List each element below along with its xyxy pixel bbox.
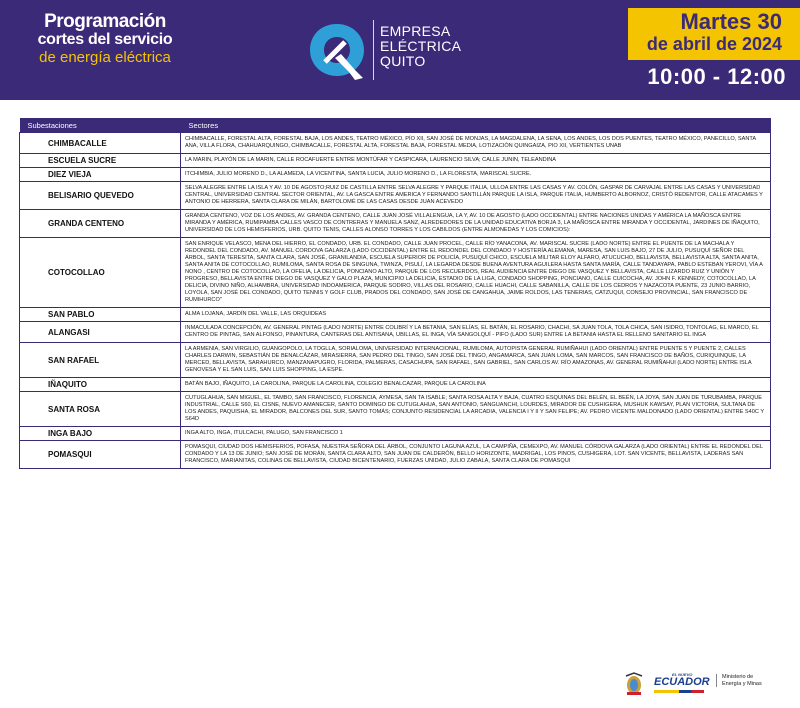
table-row: [20, 154, 771, 168]
table-row: [20, 133, 771, 154]
table-row: [20, 322, 771, 343]
substation-name: CHIMBACALLE: [20, 133, 181, 154]
date-box: [628, 8, 800, 60]
title-line2: cortes del servicio: [37, 31, 173, 48]
col-substation: Subestaciones: [20, 118, 181, 133]
title-line3: de energía eléctrica: [39, 49, 171, 66]
sectors-list: LA ARMENIA, SAN VIRGILIO, GUANGOPOLO, LA TOGLLA, SORIALOMA, UNIVERSIDAD INTERNACIONAL, RUMILOMA, AUTOPISTA GENERAL RUMIÑAHUI (LADO ORIENTAL) ENTRE PUENTE 5 Y PUENTE 2, CALLES CHARLES DARWIN, SEBASTIÁN DE BENALCÁZAR, MIRASIERRA, SAN PEDRO DEL TINGO, SAN JOSÉ DEL TINGO, ANGAMARCA, SAN JUAN LOMA, SAN MARCOS, SAN FRANCISCO DE BAÑOS, CURIQUINQUE, LA MERCED, BELLAVISTA, SARAHURCO, MANZANAPUGRO, FLORIDA, PALMERAS, CASACHUPA, SAN RAFAEL, SAN GABRIEL, SAN CARLOS AV. RÍO AMAZONAS, AV. GENERAL RUMIÑAHUI (LADO NORTE) ENTRE ISLA GENOVESA Y EL SAN LUIS, SAN LUIS SHOPPING, LA ESPE.: [181, 343, 771, 378]
table-row: [20, 210, 771, 238]
sectors-list: BATÁN BAJO, IÑAQUITO, LA CAROLINA, PARQUE LA CAROLINA, COLEGIO BENALCAZAR, PARQUE LA CAROLINA: [181, 378, 771, 392]
sectors-list: INGA ALTO, INGA, ITULCACHI, PALUGO, SAN FRANCISCO 1: [181, 427, 771, 441]
date-weekday: Martes 30: [680, 9, 782, 34]
substation-name: SAN RAFAEL: [20, 343, 181, 378]
ecuador-logo-text: ECUADOR: [654, 676, 710, 688]
outage-table: [19, 118, 771, 469]
col-sectors: Sectores: [181, 118, 771, 133]
table-row: [20, 378, 771, 392]
coat-of-arms-icon: [624, 672, 644, 698]
sectors-list: CUTUGLAHUA, SAN MIGUEL, EL TAMBO, SAN FRANCISCO, FLORENCIA, AYMESA, SAN TA ISABLE; SANTA ROSA ALTA Y BAJA, CUATRO ESQUINAS DEL BELÉN, EL BEÉN, LA JOYA, SAN JUAN DE TURUBAMBA, PARQUE INDUSTRIAL, CALLE S60, EL CISNE, NUEVO AMANECER, SANTO DOMINGO DE CUTUGLAHUA, SAN ANTONIO, SANGUANCHI, LOURDES, MIRADOR DE CUSHIGERA, MUSHUK KAWSAY, PLAN VICTORIA, SULTANA DE LOS ANDES, PAQUISHA, EL MIRADOR, BALCONES DEL SUR, SANTO TOMÁS; CONJUNTO RESIDENCIAL LA ARCADIA, VALENCIA I Y II Y SAN FELIPE; AV. PEDRO VICENTE MALDONADO (LADO ORIENTAL) ENTRE S40C Y S64D: [181, 392, 771, 427]
substation-name: SAN PABLO: [20, 308, 181, 322]
table-row: [20, 238, 771, 308]
table-row: [20, 392, 771, 427]
table-row: [20, 441, 771, 469]
substation-name: IÑAQUITO: [20, 378, 181, 392]
table-row: [20, 427, 771, 441]
substation-name: ALANGASI: [20, 322, 181, 343]
table-body: [20, 133, 771, 469]
sectors-list: SAN ENRIQUE VELASCO, MENA DEL HIERRO, EL CONDADO, URB. EL CONDADO, CALLE JUAN PROCEL, CALLE RÍO YANACONA, AV. MARISCAL SUCRE (LADO NORTE) ENTRE EL PUENTE DE LA MACHALA Y REDONDEL DEL CONDADO, AV. MANUEL CORDOVA GALARZA (LADO OCCIDENTAL) ENTRE EL REDONDEL DEL CONDADO Y HOSTERÍA ALEMANA, MARESA, SAN LUIS BAJO, 27 DE JULIO, PUSUQUÍ SEÑOR DEL ÁRBOL, SANTA TERESITA, SANTA CLARA, SAN JOSÉ, GRANILANDIA, ESCUELA SUPERIOR DE POLICÍA, PUSUQUÍ CHICO, ESCUELA MILITAR ELOY ALFARO, ATUCUCHO, BELLAVISTA, BELLAVISTA ALTA, SANTA ANITA, SANTA ANITA DE COTOCOLLAO, RUMILOMA, SANTA ROSA DE SINGUNA, TWINZA, PISULÍ, LA LEGARDA DESDE BUENA AVENTURA AGUILERA HASTA SANTA MARÍA, CALLE TANDAYAPA, PABLO ESTEBAN YEROVI, VÍA A NONO , CENTRO DE COTOCOLLAO, LA OFELIA, LA DELICIA, PONCIANO ALTO, PARQUE DE LOS RECUERDOS, REAL AUDIENCIA ENTRE DIEGO DE VASQUEZ Y BELLAVISTA, CALLE LIZARDO RUIZ Y UNIÓN Y PROGRESO, BELLAVISTA ENTRE DIEGO DE VASQUEZ Y GALO PLAZA, MUNICIPIO LA DELICIA, ESTADIO DE LA LIGA, CONDADO SHOPPING, PONCIANO, CALLE CUICOCHA, AV. JOHN F. KENNEDY, COTOCOLLAO, LA DELICIA, DIVINO NIÑO, ALHAMBRA, UNIVERSIDAD INDOAMERICA, PARQUE SODIRO, VILLAS DEL ROSARIO, CALLE HUACHI, CALLE SABANILLA, CALLE DE LOS CEDROS Y NAZACOTA PUENTE, 23 JUNIO BARRIO, LOYOLA, SAN JOSÉ DEL CONDADO, QUITO TENNIS Y GOLF CLUB, PRADOS DEL CONDADO, SAN JOSÉ DE CANGAHUA, JAIME ROLDOS, LAS TENERIAS, CATZUQUI, CONSEJO PROVINCIAL, SAN FRANCISCO DE RUMIHURCO": [181, 238, 771, 308]
flag-bar: [654, 690, 704, 693]
substation-name: INGA BAJO: [20, 427, 181, 441]
substation-name: POMASQUI: [20, 441, 181, 469]
substation-name: ESCUELA SUCRE: [20, 154, 181, 168]
substation-name: GRANDA CENTENO: [20, 210, 181, 238]
sectors-list: ALMA LOJANA, JARDÍN DEL VALLE, LAS ORQUIDEAS: [181, 308, 771, 322]
table-row: [20, 343, 771, 378]
sectors-list: INMACULADA CONCEPCIÓN, AV. GENERAL PINTAG (LADO NORTE) ENTRE COLIBRÍ Y LA BETANIA, SAN ELÍAS, EL BATÁN, EL ROSARIO, CHACHI, SA JUAN TOLA, TOLA CHICA, SAN ISIDRO, TONTOLAG, EL MARCO, EL CENTRO DE PINTAG, SAN ALFONSO, PINANTURA, CANTERAS DEL ANTISANA, UBILLAS, EL INGA, VÍA SANGOLQUÍ - PIFO (LADO SUR) ENTRE LA BETANIA HASTA EL RELLENO SANITARIO EL INGA: [181, 322, 771, 343]
sectors-list: GRANDA CENTENO, VOZ DE LOS ANDES, AV. GRANDA CENTENO, CALLE JUAN JOSÉ VILLALENGUA, LA Y, AV. 10 DE AGOSTO (LADO OCCIDENTAL) ENTRE NACIONES UNIDAS Y AMÉRICA LA MAÑOSCA ENTRE MIRANDA Y AMÉRICA, RUMIPAMBA CALLES VASCO DE CONTRERAS Y MANUELA SANZ, ALREDEDORES DE LA UNIDAD EDUCATIVA BORJA 3, LA MAÑOSCA ENTRE MIRANDA Y OCCIDENTAL, JARDINES DE IÑAQUITO, UNIVERSIDAD DE LOS HEMISFERIOS, URB. QUITO TENIS, CALLES ALONSO TORRES Y LOS CABILDOS (ENTRE ALMONEDAS Y LOS COMICIOS):: [181, 210, 771, 238]
sectors-list: CHIMBACALLE, FORESTAL ALTA, FORESTAL BAJA, LOS ANDES, TEATRO MÉXICO, PÍO XII, SAN JOSÉ DE MONJAS, LA MAGDALENA, LA SENA, LOS ANDES, LOS DOS PUENTES, TEATRO MÉXICO, PANECILLO, SANTA ANA, VILLA FLORA, CHAHUARQUINGO, CHIMBACALLE, FORESTAL ALTA, FORESTAL BAJA, FORESTAL MEDIA, LOTIZACIÓN QUINGAIZA, PIO XII, VERTIENTES UNAB: [181, 133, 771, 154]
title-block: [20, 12, 190, 66]
sectors-list: ITCHIMBIA, JULIO MORENO D., LA ALAMEDA, LA VICENTINA, SANTA LUCIA, JULIO MORENO D., LA FLORESTA, MARISCAL SUCRE.: [181, 168, 771, 182]
table-row: [20, 308, 771, 322]
logo-divider: [373, 20, 374, 80]
sectors-list: LA MARIN, PLAYÓN DE LA MARIN, CALLE ROCAFUERTE ENTRE MONTÚFAR Y CASPICARA, LAURENCIO SILVA; CALLE JUNIN, TELEANDINA: [181, 154, 771, 168]
ministerio-line1: Ministerio de: [722, 674, 754, 680]
eeq-logo-icon: [305, 20, 370, 82]
company-name: [380, 24, 461, 69]
substation-name: BELISARIO QUEVEDO: [20, 182, 181, 210]
company-line2: ELÉCTRICA: [380, 38, 462, 54]
header-banner: [0, 0, 800, 100]
substation-name: COTOCOLLAO: [20, 238, 181, 308]
ministerio-text: [716, 674, 762, 687]
company-line3: QUITO: [380, 53, 426, 69]
ecuador-small-text: EL NUEVO: [672, 672, 693, 677]
time-range: 10:00 - 12:00: [647, 64, 786, 89]
footer-logos: [624, 672, 794, 702]
date-month-year: de abril de 2024: [646, 34, 782, 54]
table-row: [20, 182, 771, 210]
substation-name: SANTA ROSA: [20, 392, 181, 427]
company-line1: EMPRESA: [380, 23, 451, 39]
sectors-list: POMASQUI, CIUDAD DOS HEMISFERIOS, POFASA, NUESTRA SEÑORA DEL ÁRBOL, CONJUNTO LAGUNA AZUL, LA CAMPIÑA, CEMEXPO, AV. MANUEL CÓRDOVA GALARZA (LADO ORIENTAL) ENTRE EL REDONDEL DEL CONDADO Y LA 13 DE JUNIO; SAN JOSÉ DE MORÁN, SANTA CLARA ALTO, SAN JUAN DE CALDERÓN, BELLO HORIZONTE, MADRIGAL, LOS PINOS, CUSHIGERA, LOT. SAN VICENTE, BELLAVISTA, LADERAS SAN FRANCISCO, MARIANITAS, COLINAS DE BELLAVISTA, CIUDAD BICENTENARIO, FUERZAS UNIDAD, JULIO ZABALA, SANTA CLARA DE POMASQUI: [181, 441, 771, 469]
substation-name: DIEZ VIEJA: [20, 168, 181, 182]
table-row: [20, 168, 771, 182]
title-line1: Programación: [44, 11, 166, 32]
ministerio-line2: Energía y Minas: [722, 680, 762, 687]
sectors-list: SELVA ALEGRE ENTRE LA ISLA Y AV. 10 DE AGOSTO;RUIZ DE CASTILLA ENTRE SELVA ALEGRE Y PARQUE ITALIA, ULLOA ENTRE LAS CASAS Y AV. COLÓN, GASPAR DE CARVAJAL ENTRE LAS CASAS Y UNIVERSIDAD CENTRAL, UNIVERSIDAD CENTRAL SECTOR ORIENTAL, AV. LA GASCA ENTRE AMERICA Y FERNANDO SANTILLÁN PARQUE LA ISLA, PARQUE ITALIA, HUMBERTO ALBORNOZ, CRISTÓ REDENTOR, CALLE ATACAMES Y ANTONIO DE HERRERA, SANTA CLARA DE MILÁN, BARTOLOMÉ DE LAS CASAS DESDE JUAN ACEVEDO: [181, 182, 771, 210]
